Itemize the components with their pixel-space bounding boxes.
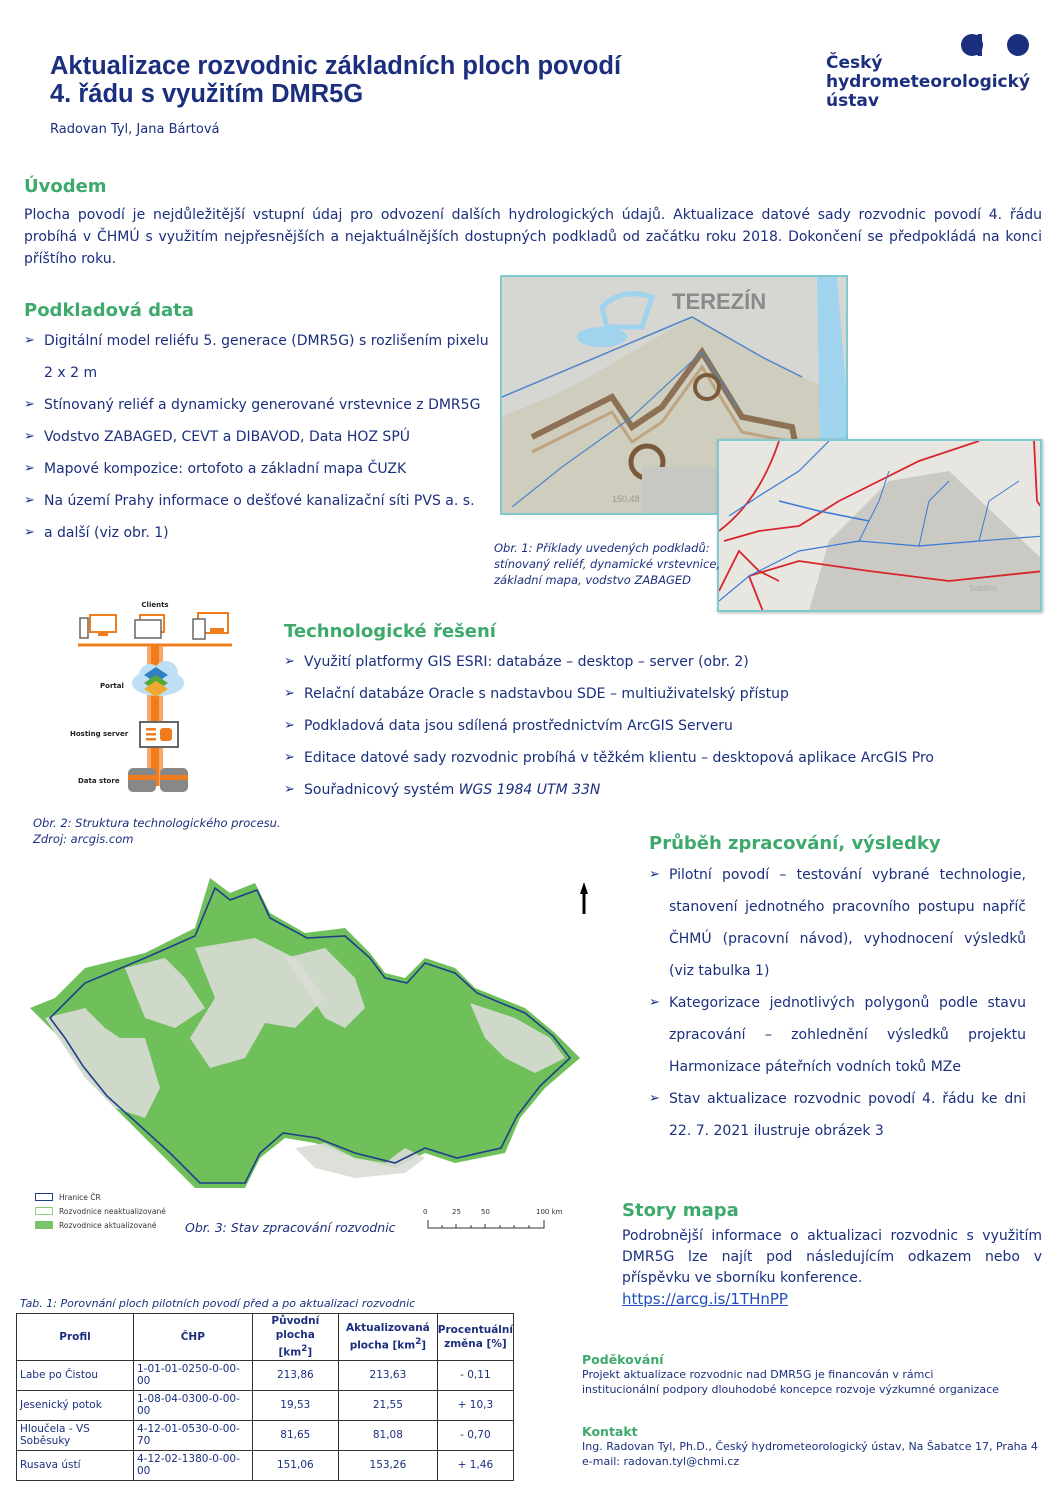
elevation-label: 150,48 xyxy=(612,494,640,504)
authors: Radovan Tyl, Jana Bártová xyxy=(50,122,220,137)
cell-profil: Hloučela - VS Soběsuky xyxy=(17,1420,134,1450)
caption-line: Obr. 1: Příklady uvedených podkladů: xyxy=(494,541,710,555)
legend-label: Rozvodnice aktualizované xyxy=(59,1220,157,1230)
cell-chp: 4-12-02-1380-0-00-00 xyxy=(133,1450,252,1480)
acknowledgement-text: Projekt aktualizace rozvodnic nad DMR5G je financován v rámci xyxy=(582,1368,934,1381)
caption-line: Obr. 2: Struktura technologického procesu. xyxy=(33,816,281,830)
cell-updated: 153,26 xyxy=(339,1450,438,1480)
legend-swatch-updated-icon xyxy=(35,1221,53,1229)
arrow-bullet-icon: ➢ xyxy=(649,995,660,1010)
caption-line: Zdroj: arcgis.com xyxy=(33,832,134,846)
col-header-updated-area xyxy=(339,1314,438,1361)
item-text: Kategorizace jednotlivých polygonů podle stavu zpracování – zohlednění výsledků projektu Harmonizace páteřních vodních toků MZe xyxy=(669,995,1026,1075)
legend-label: Rozvodnice neaktualizované xyxy=(59,1206,166,1216)
col-header-profil: Profil xyxy=(17,1314,134,1361)
cell-original: 19,53 xyxy=(252,1390,338,1420)
arrow-bullet-icon: ➢ xyxy=(24,461,35,476)
clients-label: Clients xyxy=(141,601,169,609)
laptop-client-icon xyxy=(135,615,164,638)
arrow-bullet-icon: ➢ xyxy=(24,493,35,508)
coordinate-system: WGS 1984 UTM 33N xyxy=(458,782,601,798)
list-item xyxy=(284,750,984,782)
header-text: Procentuální xyxy=(437,1323,513,1336)
table-header-row xyxy=(17,1314,514,1361)
figure2-caption xyxy=(33,815,281,847)
scale-ruler xyxy=(427,1220,545,1230)
title-line-1: Aktualizace rozvodnic základních ploch povodí xyxy=(50,52,622,80)
logo-line-3: ústav xyxy=(826,91,879,111)
map-legend xyxy=(35,1191,166,1231)
table-row xyxy=(17,1420,514,1450)
figure1-caption xyxy=(494,540,720,588)
arrow-bullet-icon: ➢ xyxy=(24,525,35,540)
header-text: Aktualizovaná xyxy=(346,1322,430,1334)
acknowledgement-heading: Poděkování xyxy=(582,1352,664,1367)
portal-cloud-icon xyxy=(132,661,184,697)
col-header-original-area xyxy=(252,1314,338,1361)
tablet-client-icon xyxy=(193,613,228,639)
cell-updated: 21,55 xyxy=(339,1390,438,1420)
arrow-bullet-icon: ➢ xyxy=(284,782,295,797)
cell-original: 213,86 xyxy=(252,1360,338,1390)
list-item xyxy=(649,859,1026,987)
arrow-bullet-icon: ➢ xyxy=(24,429,35,444)
cell-original: 81,65 xyxy=(252,1420,338,1450)
cell-chp: 1-08-04-0300-0-00-00 xyxy=(133,1390,252,1420)
cell-profil: Labe po Čistou xyxy=(17,1360,134,1390)
list-item xyxy=(284,782,984,814)
superscript: 2 xyxy=(415,1337,422,1347)
arrow-bullet-icon: ➢ xyxy=(284,750,295,765)
list-item xyxy=(24,397,504,429)
results-table xyxy=(16,1313,514,1481)
col-header-percent-change xyxy=(437,1314,513,1361)
legend-item-not-updated xyxy=(35,1205,166,1217)
progress-heading: Průběh zpracování, výsledky xyxy=(649,833,941,854)
scale-tick-label: 0 xyxy=(423,1208,428,1216)
table-row xyxy=(17,1360,514,1390)
list-item xyxy=(24,461,504,493)
progress-list xyxy=(649,866,1026,1147)
arrow-bullet-icon: ➢ xyxy=(649,1091,660,1106)
cell-change: + 10,3 xyxy=(437,1390,513,1420)
intro-text: Plocha povodí je nejdůležitější vstupní údaj pro odvození dalších hydrologických údajů. Aktualizace datové sady rozvodnic povodí 4. řádu probíhá v ČHMÚ s využitím nejpřesnějších a nejaktuálnějších dostupných podkladů od začátku roku 2018. Dokončení se předpokládá na konci příštího roku. xyxy=(24,207,1042,267)
cell-updated: 213,63 xyxy=(339,1360,438,1390)
item-text: Mapové kompozice: ortofoto a základní mapa ČUZK xyxy=(44,461,407,477)
contact-address: Ing. Radovan Tyl, Ph.D., Český hydrometeorologický ústav, Na Šabatce 17, Praha 4 xyxy=(582,1440,1038,1453)
item-text: Pilotní povodí – testování vybrané technologie, stanovení jednotného pracovního postupu napříč ČHMÚ (pracovní návod), vyhodnocení výsledků (viz tabulka 1) xyxy=(669,867,1026,979)
chmi-logo-text xyxy=(826,54,1030,111)
header-text: změna [%] xyxy=(444,1337,507,1350)
header-text: [km xyxy=(278,1346,302,1359)
item-text: a další (viz obr. 1) xyxy=(44,525,169,541)
list-item xyxy=(284,686,984,718)
cell-change: + 1,46 xyxy=(437,1450,513,1480)
arrow-bullet-icon: ➢ xyxy=(284,654,295,669)
portal-label: Portal xyxy=(100,682,124,690)
logo-line-1: Český xyxy=(826,53,883,73)
item-text: Využití platformy GIS ESRI: databáze – desktop – server (obr. 2) xyxy=(304,654,749,670)
list-item xyxy=(649,987,1026,1083)
story-text: Podrobnější informace o aktualizaci rozvodnic s využitím DMR5G lze najít pod následujícím odkazem nebo v příspěvku ve sborníku konference. xyxy=(622,1228,1042,1286)
architecture-diagram xyxy=(70,595,240,795)
north-arrow-icon xyxy=(578,880,590,916)
acknowledgement-text: institucionální podpory dlouhodobé koncepce rozvoje výzkumné organizace xyxy=(582,1383,999,1396)
list-item xyxy=(284,654,984,686)
tech-heading: Technologické řešení xyxy=(284,621,496,642)
header-text: plocha [km xyxy=(349,1339,416,1352)
place-label: Sobětín xyxy=(969,584,997,593)
list-item xyxy=(24,493,504,525)
arrow-bullet-icon: ➢ xyxy=(24,333,35,348)
header-text: ] xyxy=(307,1346,313,1359)
legend-swatch-not-updated-icon xyxy=(35,1207,53,1215)
arrow-bullet-icon: ➢ xyxy=(24,397,35,412)
title-line-2: 4. řádu s využitím DMR5G xyxy=(50,80,364,108)
arrow-bullet-icon: ➢ xyxy=(649,867,660,882)
item-text: Relační databáze Oracle s nadstavbou SDE – multiuživatelský přístup xyxy=(304,686,789,702)
item-text: Podkladová data jsou sdílená prostřednictvím ArcGIS Serveru xyxy=(304,718,733,734)
item-text: Digitální model reliéfu 5. generace (DMR5G) s rozlišením pixelu xyxy=(44,333,489,349)
cell-change: - 0,11 xyxy=(437,1360,513,1390)
item-text: Stínovaný reliéf a dynamicky generované vrstevnice z DMR5G xyxy=(44,397,481,413)
list-item xyxy=(24,333,504,365)
table-row xyxy=(17,1450,514,1480)
contact-email[interactable]: e-mail: radovan.tyl@chmi.cz xyxy=(582,1455,740,1468)
contact-section xyxy=(582,1424,1038,1469)
table-row xyxy=(17,1390,514,1420)
header-text: ] xyxy=(421,1339,427,1352)
caption-line: stínovaný reliéf, dynamické vrstevnice, xyxy=(494,557,721,571)
caption-line: základní mapa, vodstvo ZABAGED xyxy=(494,573,692,587)
item-text: Editace datové sady rozvodnic probíhá v těžkém klientu – desktopová aplikace ArcGIS Pro xyxy=(304,750,934,766)
cell-updated: 81,08 xyxy=(339,1420,438,1450)
item-text: Souřadnicový systém xyxy=(304,782,459,798)
hosting-label: Hosting server xyxy=(70,730,129,738)
figure3-caption: Obr. 3: Stav zpracování rozvodnic xyxy=(185,1220,396,1235)
arrow-bullet-icon: ➢ xyxy=(284,686,295,701)
cell-profil: Rusava ústí xyxy=(17,1450,134,1480)
cell-profil: Jesenický potok xyxy=(17,1390,134,1420)
list-item xyxy=(24,429,504,461)
source-data-list xyxy=(24,333,504,557)
source-data-heading: Podkladová data xyxy=(24,300,194,321)
scale-tick-label: 50 xyxy=(481,1208,490,1216)
cell-chp: 1-01-01-0250-0-00-00 xyxy=(133,1360,252,1390)
terezin-label: TEREZÍN xyxy=(672,289,767,314)
tech-list xyxy=(284,654,984,814)
hosting-server-icon xyxy=(140,722,178,747)
item-text: Vodstvo ZABAGED, CEVT a DIBAVOD, Data HOZ SPÚ xyxy=(44,429,411,445)
legend-swatch-border-icon xyxy=(35,1193,53,1201)
item-text: 2 x 2 m xyxy=(44,365,98,381)
legend-item-updated xyxy=(35,1219,166,1231)
poster-title xyxy=(50,52,621,108)
header-text: Původní plocha xyxy=(271,1315,320,1341)
cell-chp: 4-12-01-0530-0-00-70 xyxy=(133,1420,252,1450)
col-header-chp: ČHP xyxy=(133,1314,252,1361)
arrow-bullet-icon: ➢ xyxy=(284,718,295,733)
cell-original: 151,06 xyxy=(252,1450,338,1480)
watershed-hydro-map xyxy=(717,439,1042,612)
acknowledgement-section xyxy=(582,1352,999,1397)
czech-republic-map xyxy=(25,858,585,1188)
cell-change: - 0,70 xyxy=(437,1420,513,1450)
item-text: Stav aktualizace rozvodnic povodí 4. řádu ke dni 22. 7. 2021 ilustruje obrázek 3 xyxy=(669,1091,1026,1139)
list-item xyxy=(649,1083,1026,1147)
logo-line-2: hydrometeorologický xyxy=(826,72,1031,92)
list-item xyxy=(284,718,984,750)
contact-heading: Kontakt xyxy=(582,1424,638,1439)
story-map-link[interactable]: https://arcg.is/1THnPP xyxy=(622,1290,788,1308)
list-item xyxy=(24,525,504,557)
intro-heading: Úvodem xyxy=(24,176,107,197)
item-text: Na území Prahy informace o dešťové kanalizační síti PVS a. s. xyxy=(44,493,475,509)
datastore-label: Data store xyxy=(78,777,120,785)
scale-tick-label: 25 xyxy=(452,1208,461,1216)
table-caption: Tab. 1: Porovnání ploch pilotních povodí před a po aktualizaci rozvodnic xyxy=(20,1297,416,1310)
desktop-client-icon xyxy=(80,615,116,638)
legend-item-border xyxy=(35,1191,166,1203)
scale-tick-label: 100 km xyxy=(536,1208,563,1216)
legend-label: Hranice ČR xyxy=(59,1192,101,1202)
superscript: 2 xyxy=(301,1344,308,1354)
scale-bar xyxy=(423,1208,573,1238)
list-item-continuation xyxy=(24,365,504,397)
story-heading: Story mapa xyxy=(622,1200,739,1221)
